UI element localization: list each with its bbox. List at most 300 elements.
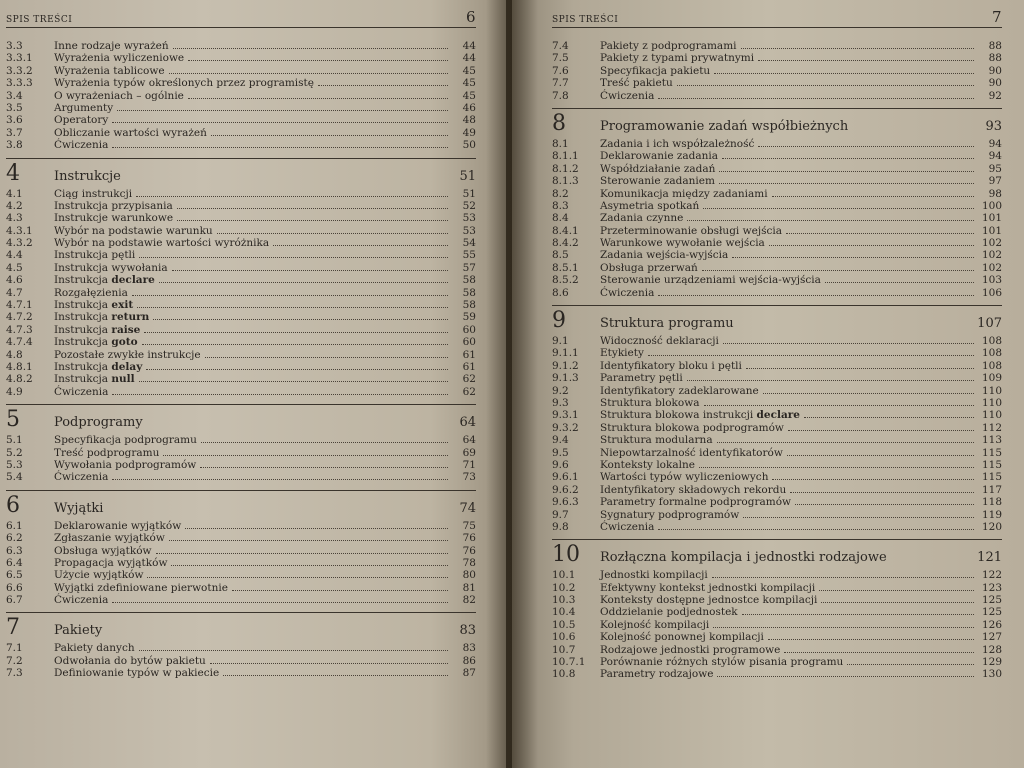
entry-title-text: Ćwiczenia (600, 89, 655, 102)
entry-title-text: Argumenty (54, 101, 114, 114)
entry-page: 59 (462, 311, 476, 324)
chapter-page: 51 (459, 168, 476, 184)
entry-page: 52 (462, 199, 476, 212)
chapter-number: 4 (6, 160, 20, 186)
entry-page: 110 (981, 409, 1002, 422)
entry-number: 8.5.1 (552, 261, 579, 274)
toc-entry (6, 139, 476, 151)
entry-page: 76 (462, 532, 476, 545)
entry-title (54, 642, 135, 654)
toc-entry (552, 77, 1002, 89)
entry-number: 5.4 (6, 471, 23, 484)
chapter-heading (552, 108, 1002, 135)
toc-entry (6, 336, 476, 348)
dot-leader (677, 77, 974, 86)
entry-keyword: raise (111, 323, 141, 336)
entry-number: 5.1 (6, 434, 23, 447)
toc-entry (6, 582, 476, 594)
entry-number: 9.6.2 (552, 483, 579, 496)
entry-page: 48 (462, 114, 476, 127)
dot-leader (146, 361, 448, 370)
entry-number: 10.8 (552, 668, 576, 681)
dot-leader (232, 582, 448, 591)
chapter-number: 8 (552, 110, 566, 136)
entry-title-text: Ćwiczenia (54, 594, 109, 607)
entry-number: 6.6 (6, 581, 23, 594)
entry-title-text: Struktura modularna (600, 434, 713, 447)
entry-page: 102 (981, 237, 1002, 250)
entry-keyword: delay (111, 360, 143, 373)
entry-number: 10.7 (552, 643, 576, 656)
toc-entry (552, 52, 1002, 64)
entry-title (600, 397, 700, 409)
entry-keyword: exit (111, 299, 134, 312)
entry-title (600, 434, 713, 446)
entry-title (600, 668, 713, 680)
entry-title (54, 311, 149, 323)
entry-keyword: null (111, 373, 135, 386)
entry-page: 61 (462, 348, 476, 361)
entry-page: 86 (462, 654, 476, 667)
toc-entry (6, 249, 476, 261)
entry-page: 127 (981, 631, 1002, 644)
entry-title-text: Struktura blokowa (600, 396, 700, 409)
dot-leader (784, 644, 974, 653)
toc-entry (6, 373, 476, 385)
chapter-number: 6 (6, 492, 20, 518)
entry-title-text: Oddzielanie podjednostek (600, 606, 738, 619)
entry-page: 50 (462, 139, 476, 152)
entry-title (600, 287, 654, 299)
dot-leader (732, 249, 974, 258)
entry-title-text: Instrukcja pętli (54, 249, 136, 262)
entry-title-text: Wyrażenia wyliczeniowe (54, 52, 185, 65)
toc-entry (552, 582, 1002, 594)
toc-entry (6, 102, 476, 114)
entry-title-text: Obsługa przerwań (600, 261, 698, 274)
toc-entry (6, 77, 476, 89)
entry-page: 119 (981, 508, 1002, 521)
entry-title-text: Identyfikatory składowych rekordu (600, 483, 787, 496)
entry-number: 8.5.2 (552, 274, 579, 287)
toc-entry (552, 521, 1002, 533)
entry-title (600, 582, 815, 594)
toc-entry (552, 274, 1002, 286)
toc-entry (6, 188, 476, 200)
entry-title-text: Zadania czynne (600, 212, 684, 225)
entry-number: 8.1.3 (552, 175, 579, 188)
toc-entry (552, 347, 1002, 359)
entry-title (600, 409, 800, 421)
dot-leader (847, 656, 974, 665)
chapter-title: Instrukcje (54, 168, 121, 184)
entry-title-text: Instrukcja (54, 373, 109, 386)
entry-title (54, 324, 140, 336)
entry-title-text: Wybór na podstawie wartości wyróżnika (54, 237, 270, 250)
dot-leader (139, 373, 448, 382)
entry-title (54, 225, 213, 237)
entry-title (600, 484, 786, 496)
entry-page: 62 (462, 385, 476, 398)
toc-entry (552, 138, 1002, 150)
toc-entry (6, 532, 476, 544)
entry-title (600, 644, 780, 656)
entry-title (600, 372, 683, 384)
entry-number: 8.1 (552, 137, 569, 150)
toc-entry (6, 200, 476, 212)
entry-page: 115 (981, 446, 1002, 459)
toc-entry (6, 386, 476, 398)
toc-entry (552, 668, 1002, 680)
entry-title (54, 520, 181, 532)
entry-title (54, 77, 314, 89)
dot-leader (171, 557, 448, 566)
toc-entry (6, 237, 476, 249)
entry-title-text: Instrukcja (54, 323, 109, 336)
entry-title (600, 249, 728, 261)
entry-number: 6.7 (6, 594, 23, 607)
dot-leader (704, 397, 975, 406)
entry-number: 9.1.1 (552, 347, 579, 360)
entry-page: 110 (981, 384, 1002, 397)
entry-page: 102 (981, 261, 1002, 274)
entry-number: 3.3.1 (6, 52, 33, 65)
entry-title-text: Specyfikacja podprogramu (54, 434, 197, 447)
toc-entry (6, 545, 476, 557)
entry-title-text: Zgłaszanie wyjątków (54, 532, 165, 545)
entry-title (54, 594, 108, 606)
dot-leader (112, 139, 448, 148)
entry-title-text: Wybór na podstawie warunku (54, 224, 213, 237)
dot-leader (743, 509, 974, 518)
entry-number: 7.6 (552, 64, 569, 77)
toc-entry (552, 90, 1002, 102)
entry-page: 53 (462, 212, 476, 225)
entry-title-text: Instrukcja przypisania (54, 199, 173, 212)
dot-leader (318, 77, 448, 86)
entry-title (54, 65, 165, 77)
entry-title (54, 237, 269, 249)
entry-title (54, 557, 167, 569)
entry-page: 110 (981, 396, 1002, 409)
entry-number: 4.2 (6, 199, 23, 212)
entry-title-text: Wyrażenia typów określonych przez programistę (54, 77, 314, 90)
toc-entry (6, 40, 476, 52)
chapter-number: 5 (6, 407, 20, 433)
toc-entry (6, 114, 476, 126)
chapter-number: 7 (6, 615, 20, 641)
entry-title (600, 385, 759, 397)
toc-entry (6, 65, 476, 77)
entry-number: 6.3 (6, 544, 23, 557)
toc-entry (552, 237, 1002, 249)
entry-page: 73 (462, 471, 476, 484)
toc-entry (552, 287, 1002, 299)
entry-title-text: Treść podprogramu (54, 446, 160, 459)
entry-title-text: Instrukcja (54, 360, 109, 373)
entry-number: 7.7 (552, 77, 569, 90)
entry-title (600, 274, 821, 286)
entry-keyword: goto (111, 336, 138, 349)
entry-number: 9.1 (552, 335, 569, 348)
chapter-page: 93 (985, 118, 1002, 134)
entry-title-text: Pakiety z typami prywatnymi (600, 52, 755, 65)
entry-title-text: Struktura blokowa instrukcji (600, 409, 754, 422)
entry-title (600, 138, 754, 150)
entry-title (600, 163, 715, 175)
entry-title (54, 249, 135, 261)
entry-title (600, 459, 695, 471)
dot-leader (169, 65, 448, 74)
entry-page: 118 (981, 496, 1002, 509)
entry-title (600, 262, 698, 274)
dot-leader (687, 372, 974, 381)
entry-number: 10.3 (552, 594, 576, 607)
entry-number: 4.4 (6, 249, 23, 262)
dot-leader (714, 65, 974, 74)
toc-entry (552, 150, 1002, 162)
entry-title (600, 77, 673, 89)
chapter-heading (6, 404, 476, 431)
chapter-page: 107 (977, 316, 1002, 332)
toc-entry (552, 200, 1002, 212)
entry-title-text: Propagacja wyjątków (54, 556, 168, 569)
entry-page: 103 (981, 274, 1002, 287)
entry-title (600, 594, 817, 606)
entry-title (54, 200, 173, 212)
entry-title-text: Ćwiczenia (54, 471, 109, 484)
entry-page: 92 (988, 89, 1002, 102)
dot-leader (772, 188, 974, 197)
entry-title (54, 102, 113, 114)
entry-number: 10.2 (552, 581, 576, 594)
entry-number: 3.3 (6, 40, 23, 52)
entry-title (54, 545, 152, 557)
entry-page: 122 (981, 569, 1002, 582)
dot-leader (144, 324, 448, 333)
entry-number: 3.8 (6, 139, 23, 152)
toc-entry (552, 631, 1002, 643)
entry-title-text: Instrukcja (54, 311, 109, 324)
entry-number: 9.6 (552, 458, 569, 471)
entry-page: 87 (462, 667, 476, 680)
dot-leader (786, 225, 974, 234)
dot-leader (804, 409, 974, 418)
entry-page: 108 (981, 347, 1002, 360)
entry-page: 46 (462, 101, 476, 114)
entry-number: 5.3 (6, 458, 23, 471)
entry-number: 8.2 (552, 187, 569, 200)
entry-number: 4.3.2 (6, 237, 33, 250)
entry-page: 97 (988, 175, 1002, 188)
entry-number: 9.5 (552, 446, 569, 459)
toc-entry (6, 557, 476, 569)
toc-entry (552, 397, 1002, 409)
dot-leader (758, 138, 974, 147)
entry-page: 81 (462, 581, 476, 594)
entry-number: 4.7.2 (6, 311, 33, 324)
dot-leader (205, 349, 448, 358)
entry-number: 4.3.1 (6, 224, 33, 237)
entry-title (54, 373, 135, 385)
continued-section (6, 40, 476, 152)
toc-entry (6, 225, 476, 237)
entry-title (54, 139, 108, 151)
entry-number: 10.1 (552, 569, 576, 582)
entry-title-text: Treść pakietu (600, 77, 673, 90)
left-page (0, 0, 506, 768)
continued-section (552, 40, 1002, 102)
entry-number: 8.5 (552, 249, 569, 262)
dot-leader (112, 594, 448, 603)
entry-number: 3.7 (6, 126, 23, 139)
entry-page: 71 (462, 458, 476, 471)
entry-title (54, 274, 155, 286)
entry-page: 45 (462, 64, 476, 77)
entry-page: 115 (981, 471, 1002, 484)
toc-entry (552, 225, 1002, 237)
entry-title (600, 347, 644, 359)
chapter-title: Pakiety (54, 623, 103, 639)
entry-title (54, 127, 207, 139)
dot-leader (188, 52, 448, 61)
dot-leader (795, 496, 974, 505)
dot-leader (788, 422, 974, 431)
chapter-number: 10 (552, 542, 580, 568)
entry-number: 9.8 (552, 520, 569, 533)
entry-number: 4.1 (6, 187, 23, 200)
dot-leader (658, 521, 974, 530)
dot-leader (112, 114, 448, 123)
toc-entry (6, 594, 476, 606)
entry-number: 7.3 (6, 667, 23, 680)
entry-title (600, 188, 768, 200)
toc-entry (6, 434, 476, 446)
entry-title-text: Jednostki kompilacji (600, 569, 708, 582)
dot-leader (217, 225, 448, 234)
entry-title-text: Zadania i ich współzależność (600, 137, 755, 150)
dot-leader (723, 335, 974, 344)
dot-leader (136, 188, 448, 197)
chapter-page: 121 (977, 550, 1002, 566)
entry-page: 54 (462, 237, 476, 250)
toc-entry (552, 188, 1002, 200)
toc-entry (552, 496, 1002, 508)
toc-entry (6, 299, 476, 311)
entry-title (54, 361, 142, 373)
entry-title-text: Niepowtarzalność identyfikatorów (600, 446, 783, 459)
entry-page: 90 (988, 77, 1002, 90)
entry-title-text: Konteksty lokalne (600, 458, 695, 471)
entry-page: 126 (981, 618, 1002, 631)
entry-number: 3.5 (6, 101, 23, 114)
toc-entry (552, 569, 1002, 581)
dot-leader (742, 606, 974, 615)
dot-leader (658, 90, 974, 99)
toc-entry (552, 509, 1002, 521)
entry-keyword: declare (756, 409, 800, 422)
entry-title-text: Użycie wyjątków (54, 569, 144, 582)
entry-title (600, 496, 791, 508)
entry-page: 117 (981, 483, 1002, 496)
entry-title-text: Sygnatury podprogramów (600, 508, 740, 521)
entry-page: 95 (988, 162, 1002, 175)
entry-page: 106 (981, 286, 1002, 299)
chapter-section (552, 539, 1002, 681)
entry-page: 108 (981, 335, 1002, 348)
dot-leader (717, 434, 974, 443)
chapter-heading (6, 612, 476, 639)
chapter-title: Wyjątki (54, 500, 104, 516)
entry-title (54, 434, 197, 446)
entry-number: 4.5 (6, 261, 23, 274)
dot-leader (223, 667, 448, 676)
entry-page: 100 (981, 199, 1002, 212)
entry-title (54, 532, 165, 544)
entry-number: 4.3 (6, 212, 23, 225)
entry-number: 6.2 (6, 532, 23, 545)
dot-leader (699, 459, 974, 468)
entry-page: 88 (988, 52, 1002, 65)
chapter-heading (552, 539, 1002, 566)
entry-number: 4.9 (6, 385, 23, 398)
toc-entry (552, 360, 1002, 372)
entry-title (600, 422, 784, 434)
toc-entry (552, 656, 1002, 668)
entry-title (54, 582, 228, 594)
entry-number: 10.6 (552, 631, 576, 644)
entry-page: 80 (462, 569, 476, 582)
toc-entry (552, 212, 1002, 224)
entry-number: 9.7 (552, 508, 569, 521)
entry-title (600, 521, 654, 533)
toc-entry (6, 311, 476, 323)
entry-number: 9.1.2 (552, 359, 579, 372)
chapter-section (6, 158, 476, 399)
toc-entry (552, 335, 1002, 347)
dot-leader (768, 631, 974, 640)
entry-number: 4.7 (6, 286, 23, 299)
entry-number: 9.2 (552, 384, 569, 397)
entry-title-text: Pozostałe zwykłe instrukcje (54, 348, 201, 361)
page-number: 7 (991, 8, 1002, 26)
entry-number: 8.4.2 (552, 237, 579, 250)
entry-title (54, 386, 108, 398)
dot-leader (132, 287, 448, 296)
toc-entry (6, 447, 476, 459)
entry-page: 55 (462, 249, 476, 262)
entry-title-text: Pakiety z podprogramami (600, 40, 737, 52)
entry-page: 62 (462, 373, 476, 386)
entry-number: 3.4 (6, 89, 23, 102)
toc-entry (6, 262, 476, 274)
dot-leader (185, 520, 448, 529)
entry-title (600, 150, 718, 162)
entry-number: 10.5 (552, 618, 576, 631)
toc-entry (552, 484, 1002, 496)
toc-entry (6, 274, 476, 286)
entry-page: 123 (981, 581, 1002, 594)
entry-page: 44 (462, 52, 476, 65)
entry-number: 9.6.3 (552, 496, 579, 509)
chapter-section (552, 305, 1002, 533)
entry-number: 4.7.3 (6, 323, 33, 336)
entry-number: 8.4 (552, 212, 569, 225)
dot-leader (790, 484, 974, 493)
chapter-title: Programowanie zadań współbieżnych (600, 118, 849, 134)
entry-title (54, 336, 138, 348)
entry-title-text: Widoczność deklaracji (600, 335, 719, 348)
